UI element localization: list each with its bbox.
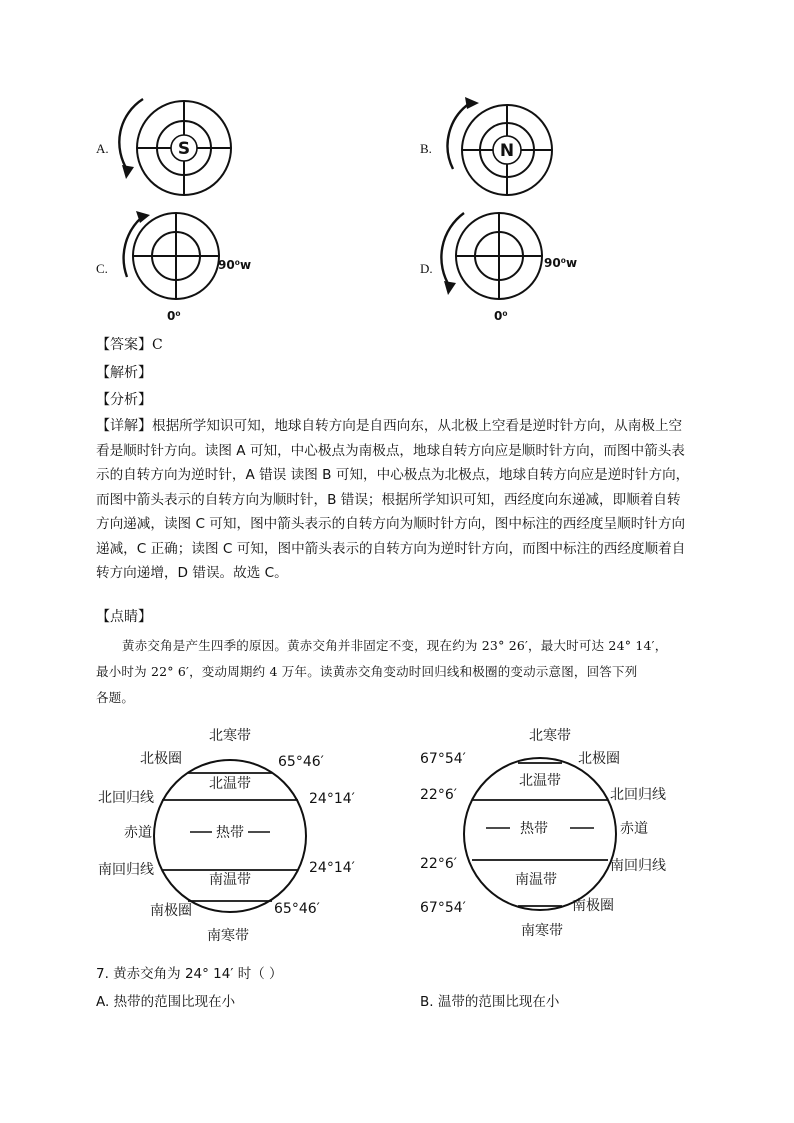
option-d-figure	[436, 205, 586, 325]
label-equator: 赤道	[620, 821, 648, 837]
label-deg-capricorn: 22°6′	[420, 856, 457, 872]
question-option-a[interactable]: A. 热带的范围比现在小	[96, 994, 236, 1010]
label-arctic-circle: 北极圈	[140, 751, 182, 767]
arrow-head-icon	[122, 165, 134, 179]
label-north-cold: 北寒带	[209, 728, 251, 744]
prime-meridian-label: 0⁰	[167, 309, 181, 323]
detail-explanation: 【详解】根据所学知识可知，地球自转方向是自西向东，从北极上空看是逆时针方向，从南极上空 看是顺时针方向。读图 A 可知，中心极点为南极点，地球自转方向应是顺时针方向，而图中箭头表 示的自转方向为逆时针，A 错误 读图 B 可知，中心极点为北极点，地球自转方向应是逆时针方向， 而图中箭头表示的自转方向为顺时针，B 错误；根据所学知识可知，西经度向东递减，即顺着自转 方向递减，读图 C 可知，图中箭头表示的自转方向为顺时针方向，图中标注的西经度呈顺时针方向 递减，C 正确；读图 C 可知，图中箭头表示的自转方向为逆时针方向，而图中标注的西经度顺着自 转方向递增，D 错误。故选 C。	[96, 418, 690, 581]
passage: 黄赤交角是产生四季的原因。黄赤交角并非固定不变，现在约为 23° 26′，最大时可达 24° 14′， 最小时为 22° 6′，变动周期约 4 万年。读黄赤交角变动时回归线和极圈的变动示意图，回答下列 各题。	[96, 638, 668, 705]
label-tropics: 热带	[520, 821, 548, 837]
option-b-label: B.	[420, 141, 432, 156]
label-south-cold: 南寒带	[207, 928, 249, 944]
option-a-figure	[110, 95, 240, 200]
label-south-temperate: 南温带	[209, 872, 251, 888]
label-south-cold: 南寒带	[521, 923, 563, 939]
label-tropics: 热带	[216, 825, 244, 841]
arrow-head-icon	[444, 281, 456, 295]
analysis-tag: 【解析】	[96, 365, 152, 381]
option-a-label: A.	[96, 141, 109, 156]
longitude-label: 90⁰w	[218, 258, 252, 272]
label-south-temperate: 南温带	[515, 872, 557, 888]
pole-letter: S	[177, 139, 191, 159]
label-deg-top: 65°46′	[278, 754, 324, 770]
label-equator: 赤道	[124, 825, 152, 841]
label-north-cold: 北寒带	[529, 728, 571, 744]
answer-tag: 【答案】	[96, 337, 152, 353]
label-tropic-capricorn: 南回归线	[98, 862, 154, 878]
fenxi-tag: 【分析】	[96, 392, 152, 408]
label-deg-cancer: 24°14′	[309, 791, 355, 807]
label-north-temperate: 北温带	[209, 776, 251, 792]
arrow-head-icon	[465, 97, 479, 109]
label-deg-capricorn: 24°14′	[309, 860, 355, 876]
dianjing-tag: 【点睛】	[96, 609, 152, 625]
label-tropic-cancer: 北回归线	[98, 790, 154, 806]
option-b-figure	[435, 95, 565, 200]
answer-line	[96, 333, 706, 357]
label-antarctic-circle: 南极圈	[150, 903, 192, 919]
label-deg-cancer: 22°6′	[420, 787, 457, 803]
label-tropic-capricorn: 南回归线	[610, 858, 666, 874]
label-arctic-circle: 北极圈	[578, 751, 620, 767]
rotation-arrow-icon	[448, 103, 470, 169]
option-c-figure	[112, 205, 262, 325]
zone-diagram-right	[414, 718, 704, 948]
question-stem: 7. 黄赤交角为 24° 14′ 时（ ）	[96, 966, 283, 982]
option-c-label: C.	[96, 261, 108, 276]
option-d-label: D.	[420, 261, 433, 276]
label-antarctic-circle: 南极圈	[572, 898, 614, 914]
longitude-label: 90⁰w	[544, 256, 578, 270]
answer-value: C	[152, 337, 163, 353]
pole-letter: N	[499, 141, 515, 161]
rotation-arrow-icon	[124, 217, 142, 277]
zone-diagram-left	[90, 718, 370, 948]
question-option-b[interactable]: B. 温带的范围比现在小	[420, 994, 560, 1010]
prime-meridian-label: 0⁰	[494, 309, 508, 323]
label-north-temperate: 北温带	[519, 773, 561, 789]
label-deg-bottom: 65°46′	[274, 901, 320, 917]
detail-tag: 【详解】	[96, 418, 152, 434]
label-tropic-cancer: 北回归线	[610, 787, 666, 803]
label-deg-bottom: 67°54′	[420, 900, 466, 916]
label-deg-top: 67°54′	[420, 751, 466, 767]
